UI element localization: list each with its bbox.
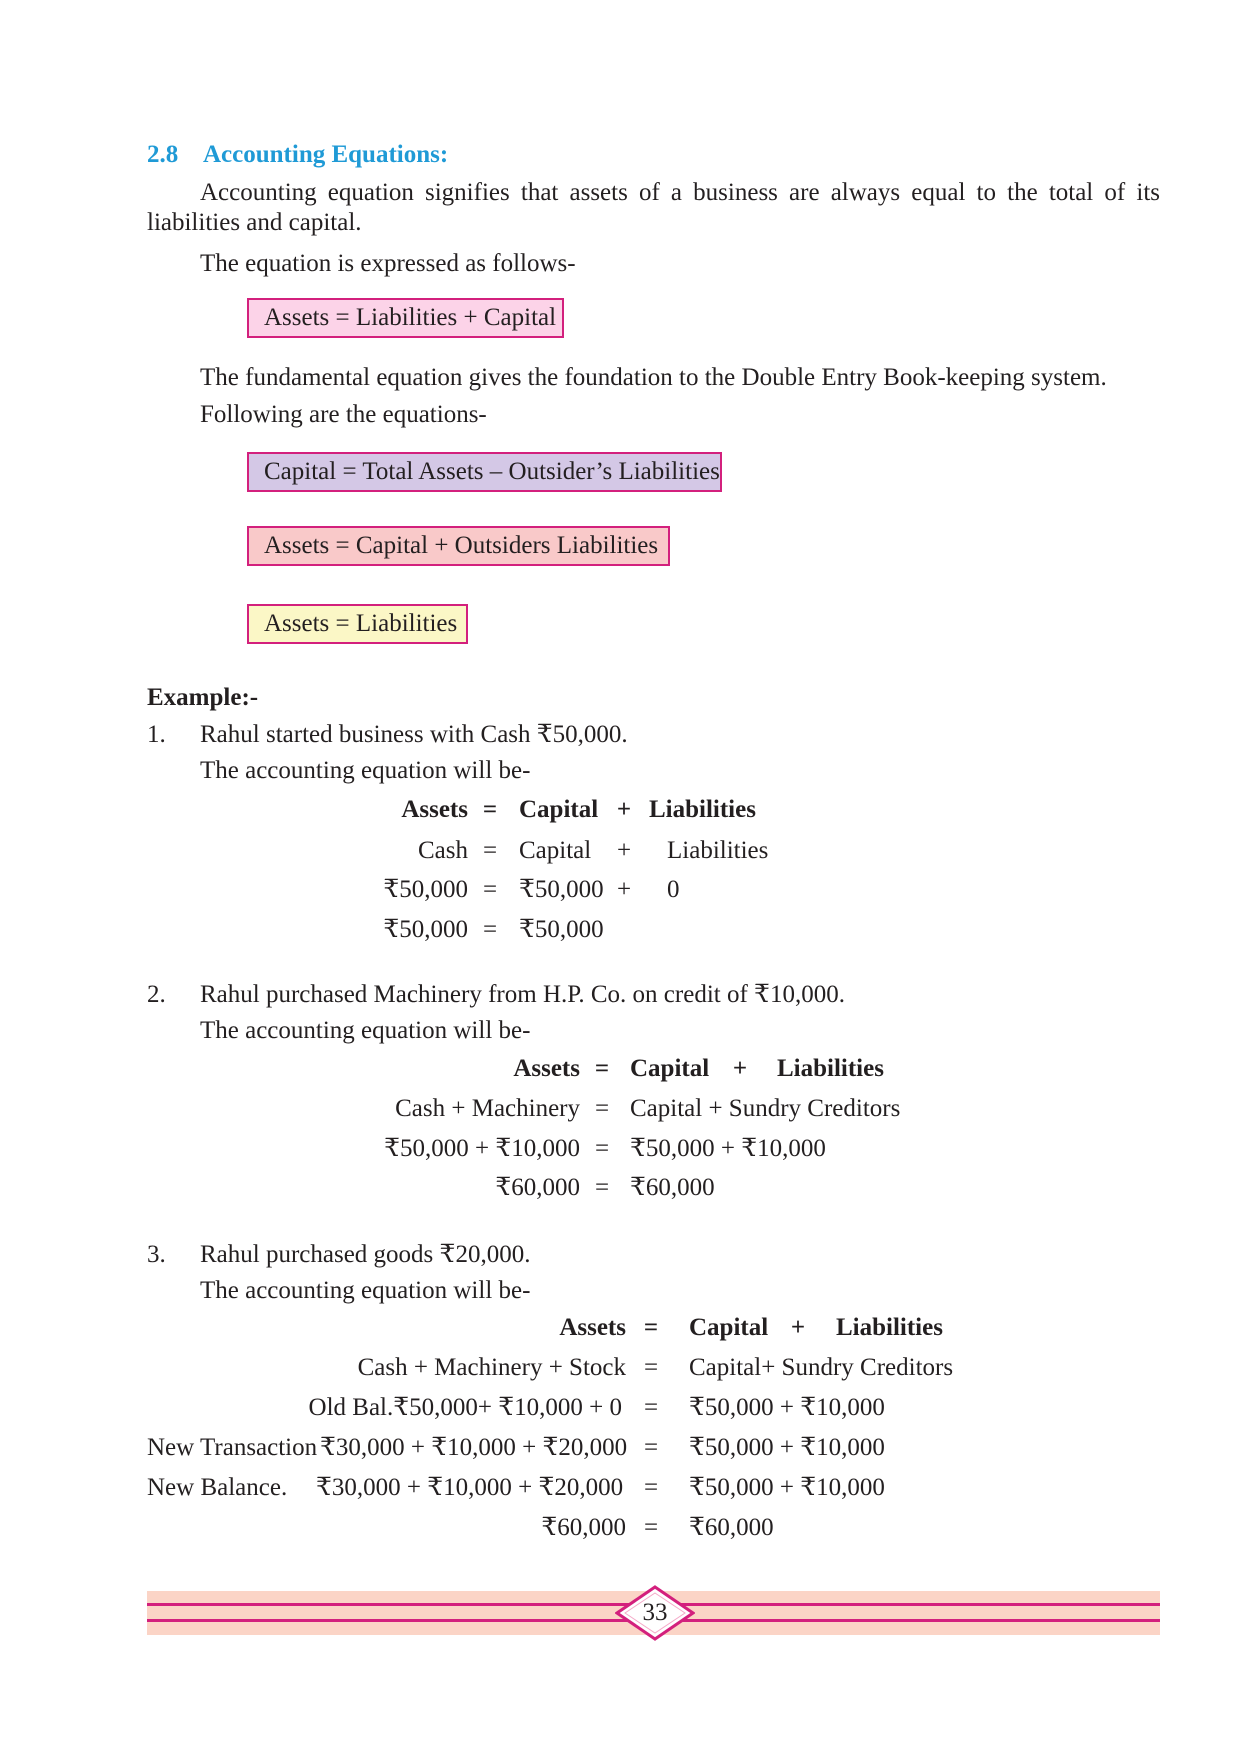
eq1-equals: = <box>482 796 498 823</box>
eq3-assets-header: Assets <box>559 1314 626 1341</box>
eq2-liabilities-header: Liabilities <box>777 1055 884 1082</box>
eq3-cell: ₹50,000 + ₹10,000 <box>689 1474 885 1501</box>
page-number: 33 <box>642 1599 668 1626</box>
eq3-cell: Capital+ Sundry Creditors <box>689 1354 954 1381</box>
eq3-cell: = <box>643 1474 659 1501</box>
eq1-cell: ₹50,000 <box>519 916 604 943</box>
eq1-assets-header: Assets <box>401 796 468 823</box>
eq1-cell: ₹50,000 <box>519 876 604 903</box>
eq1-cell: = <box>482 916 498 943</box>
eq1-cell: + <box>616 876 632 903</box>
eq1-plus: + <box>616 796 632 823</box>
example-2-statement: Rahul purchased Machinery from H.P. Co. on credit of ₹10,000. <box>200 981 845 1008</box>
eq3-row-label: New Balance. <box>147 1474 288 1501</box>
eq3-cell: ₹60,000 <box>689 1514 774 1541</box>
example-3-statement: Rahul purchased goods ₹20,000. <box>200 1241 531 1268</box>
example-3-lead: The accounting equation will be- <box>200 1277 531 1304</box>
example-1-number: 1. <box>147 721 166 748</box>
example-3-number: 3. <box>147 1241 166 1268</box>
intro-paragraph: Accounting equation signifies that assets of a business are always equal to the total of its liabilities and capital. <box>147 179 1160 236</box>
eq2-plus: + <box>732 1055 748 1082</box>
eq3-capital-header: Capital <box>689 1314 769 1341</box>
eq3-cell: ₹50,000 + ₹10,000 <box>689 1394 885 1421</box>
eq2-cell: ₹60,000 <box>630 1174 715 1201</box>
eq1-cell: Cash <box>418 837 468 864</box>
eq1-cell: = <box>482 837 498 864</box>
eq1-cell: Capital <box>519 837 592 864</box>
eq2-capital-header: Capital <box>630 1055 710 1082</box>
example-2-lead: The accounting equation will be- <box>200 1017 531 1044</box>
eq2-cell: Cash + Machinery <box>395 1095 580 1122</box>
eq2-cell: = <box>594 1135 610 1162</box>
eq3-cell: ₹30,000 + ₹10,000 + ₹20,000 <box>316 1474 624 1501</box>
eq3-cell: ₹60,000 <box>541 1514 626 1541</box>
eq2-cell: ₹50,000 + ₹10,000 <box>630 1135 826 1162</box>
eq1-liabilities-header: Liabilities <box>649 796 756 823</box>
eq3-row-label: New Transaction <box>147 1434 318 1461</box>
section-title: Accounting Equations: <box>203 141 449 168</box>
eq3-cell: Cash + Machinery + Stock <box>357 1354 626 1381</box>
eq3-cell: = <box>643 1514 659 1541</box>
eq3-equals: = <box>643 1314 659 1341</box>
eq2-cell: = <box>594 1095 610 1122</box>
eq3-cell: ₹50,000 + ₹10,000 <box>689 1434 885 1461</box>
eq1-cell: Liabilities <box>667 837 769 864</box>
eq1-cell: 0 <box>667 876 680 903</box>
eq3-cell: ₹30,000 + ₹10,000 + ₹20,000 <box>320 1434 628 1461</box>
eq2-equals: = <box>594 1055 610 1082</box>
eq1-cell: ₹50,000 <box>383 916 468 943</box>
equation-box-capital: Capital = Total Assets – Outsider’s Liabilities <box>247 452 722 492</box>
intro-lead: The equation is expressed as follows- <box>200 250 576 277</box>
equation-box-main: Assets = Liabilities + Capital <box>247 298 564 338</box>
equation-box-assets-liabilities: Assets = Liabilities <box>247 604 468 644</box>
eq1-capital-header: Capital <box>519 796 599 823</box>
eq3-cell: = <box>643 1394 659 1421</box>
eq2-cell: Capital + Sundry Creditors <box>630 1095 901 1122</box>
eq3-cell: = <box>643 1354 659 1381</box>
eq1-cell: + <box>616 837 632 864</box>
eq2-assets-header: Assets <box>513 1055 580 1082</box>
equation-box-assets-capital: Assets = Capital + Outsiders Liabilities <box>247 526 670 566</box>
section-number: 2.8 <box>147 141 179 168</box>
example-1-statement: Rahul started business with Cash ₹50,000. <box>200 721 628 748</box>
eq3-cell: Old Bal.₹50,000+ ₹10,000 + 0 <box>308 1394 622 1421</box>
example-2-number: 2. <box>147 981 166 1008</box>
eq3-cell: = <box>643 1434 659 1461</box>
following-lead: Following are the equations- <box>200 401 487 428</box>
example-heading: Example:- <box>147 684 259 711</box>
eq2-cell: ₹60,000 <box>495 1174 580 1201</box>
eq2-cell: = <box>594 1174 610 1201</box>
eq1-cell: ₹50,000 <box>383 876 468 903</box>
eq3-liabilities-header: Liabilities <box>836 1314 943 1341</box>
eq1-cell: = <box>482 876 498 903</box>
example-1-lead: The accounting equation will be- <box>200 757 531 784</box>
eq3-plus: + <box>790 1314 806 1341</box>
eq2-cell: ₹50,000 + ₹10,000 <box>384 1135 580 1162</box>
fundamental-paragraph: The fundamental equation gives the foundation to the Double Entry Book-keeping system. <box>200 364 1107 391</box>
